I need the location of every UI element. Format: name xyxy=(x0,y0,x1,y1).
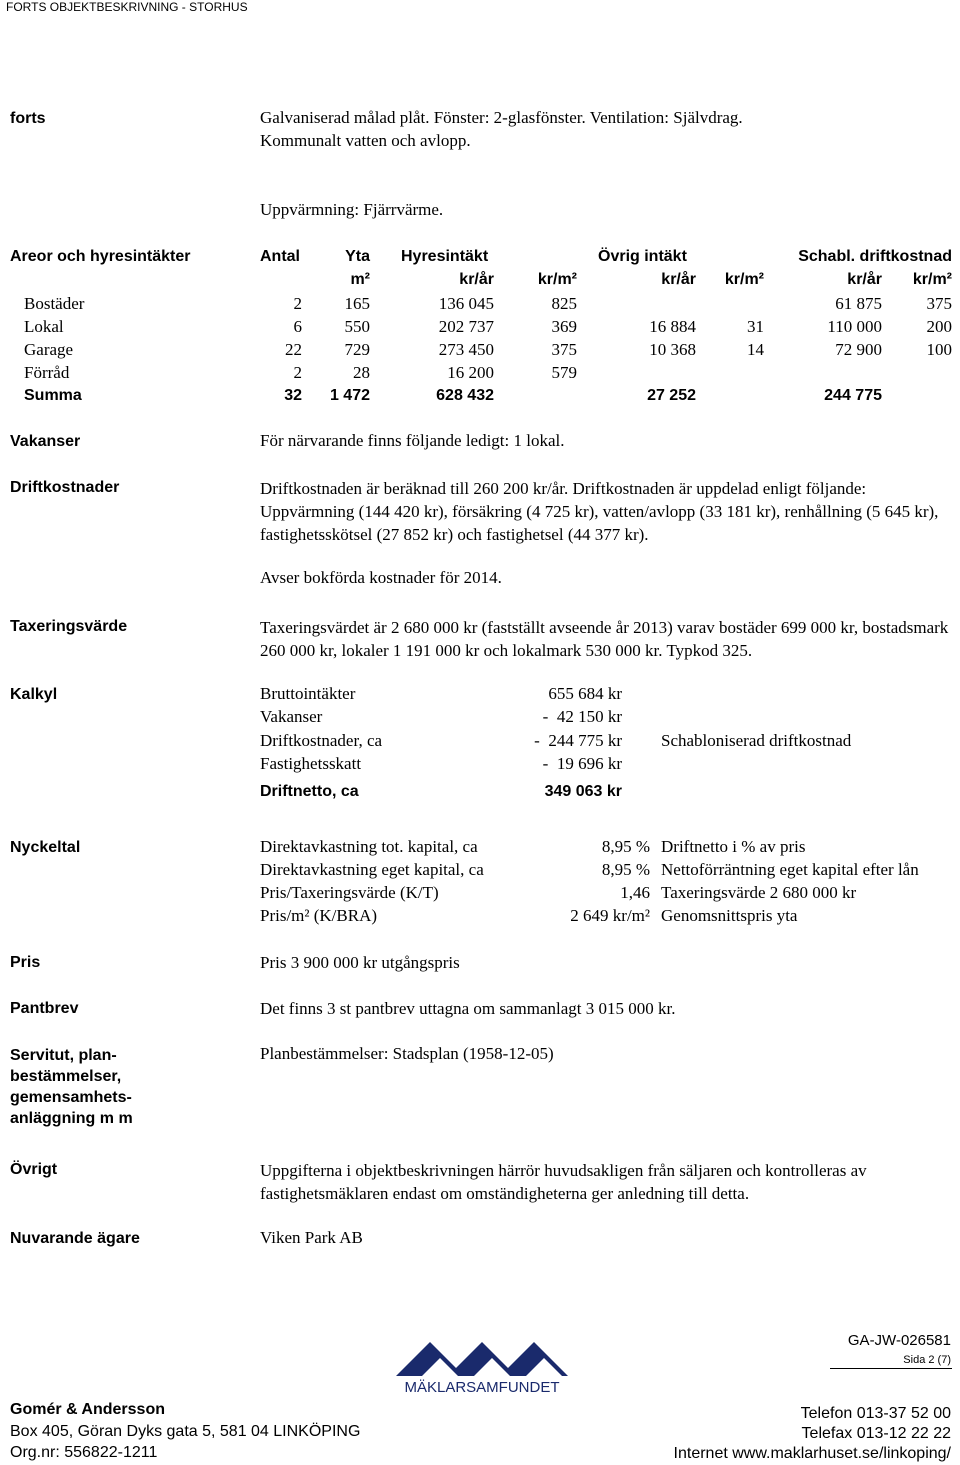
company-orgnr: Org.nr: 556822-1211 xyxy=(10,1444,158,1461)
table-cell: 202 737 xyxy=(438,317,494,336)
table-cell: 22 xyxy=(285,340,302,359)
nyckeltal-row-note: Nettoförräntning eget kapital efter lån xyxy=(661,860,919,879)
pris-text: Pris 3 900 000 kr utgångspris xyxy=(260,953,460,972)
table-summa-cell: 244 775 xyxy=(824,387,882,404)
kalkyl-row-name: Driftkostnader, ca xyxy=(260,731,383,750)
nyckeltal-row-value: 8,95 % xyxy=(601,860,650,879)
nyckeltal-row-value: 1,46 xyxy=(620,883,650,902)
table-cell: 72 900 xyxy=(835,340,882,359)
table-summa-cell: 1 472 xyxy=(329,387,370,404)
section-label-ovrigt: Övrigt xyxy=(10,1161,58,1178)
servitut-label-line: gemensamhets- xyxy=(10,1089,132,1106)
unit-header: kr/m² xyxy=(724,271,764,288)
nyckeltal-row-note: Driftnetto i % av pris xyxy=(661,837,806,856)
table-cell: 375 xyxy=(926,294,952,313)
taxeringsvarde-text: Taxeringsvärdet är 2 680 000 kr (fastställt avseende år 2013) varav bostäder 699 000 kr, bostadsmark 260 000 kr, lokaler 1 191 000 kr och lokalmark 530 000 kr. Typkod 325. xyxy=(260,618,949,660)
kalkyl-row-value: - 244 775 kr xyxy=(534,731,622,750)
table-cell: 2 xyxy=(293,294,302,313)
kalkyl-row-value: - 42 150 kr xyxy=(542,707,622,726)
document-reference: GA-JW-026581 xyxy=(847,1332,951,1349)
servitut-label-line: Servitut, plan- xyxy=(10,1047,117,1064)
company-name: Gomér & Andersson xyxy=(10,1401,165,1418)
table-cell: 550 xyxy=(344,317,370,336)
table-cell: 200 xyxy=(926,317,952,336)
footer-divider xyxy=(830,1368,952,1369)
section-label-servitut xyxy=(10,1045,133,1129)
table-cell: 2 xyxy=(293,363,302,382)
section-label-vakanser: Vakanser xyxy=(10,433,81,450)
col-header-antal: Antal xyxy=(260,248,300,265)
company-address: Box 405, Göran Dyks gata 5, 581 04 LINKÖPING xyxy=(10,1423,361,1440)
kalkyl-total-name: Driftnetto, ca xyxy=(260,783,359,800)
company-phone: Telefon 013-37 52 00 xyxy=(800,1405,951,1422)
agare-text: Viken Park AB xyxy=(260,1228,363,1247)
section-label-pris: Pris xyxy=(10,954,41,971)
table-cell: 136 045 xyxy=(438,294,494,313)
col-header-hyresintakt: Hyresintäkt xyxy=(401,248,489,265)
unit-header: m² xyxy=(350,271,370,288)
section-label-nyckeltal: Nyckeltal xyxy=(10,839,81,856)
driftkostnader-text: Driftkostnaden är beräknad till 260 200 kr/år. Driftkostnaden är uppdelad enligt följande: Uppvärmning (144 420 kr), försäkring (4 725 kr), vatten/avlopp (33 181 kr), renhållning (5 645 kr), fastighetsskötsel (27 852 kr) och fastighetsel (44 377 kr). xyxy=(260,479,939,544)
servitut-text: Planbestämmelser: Stadsplan (1958-12-05) xyxy=(260,1044,554,1063)
unit-header: kr/år xyxy=(459,271,494,288)
table-cell: 16 884 xyxy=(649,317,696,336)
kalkyl-row-name: Bruttointäkter xyxy=(260,684,356,703)
table-row-label: Garage xyxy=(24,340,74,359)
table-cell: 14 xyxy=(747,340,764,359)
col-header-schabl-driftkostnad: Schabl. driftkostnad xyxy=(798,248,952,265)
vakanser-text: För närvarande finns följande ledigt: 1 lokal. xyxy=(260,431,565,450)
servitut-label-line: bestämmelser, xyxy=(10,1068,122,1085)
nyckeltal-row-name: Direktavkastning eget kapital, ca xyxy=(260,860,484,879)
table-row-label: Förråd xyxy=(24,363,70,382)
kalkyl-total-value: 349 063 kr xyxy=(544,783,622,800)
table-cell: 6 xyxy=(293,317,302,336)
table-cell: 100 xyxy=(926,340,952,359)
table-cell: 375 xyxy=(551,340,577,359)
forts-line-3: Uppvärmning: Fjärrvärme. xyxy=(260,200,444,219)
nyckeltal-row-note: Genomsnittspris yta xyxy=(661,906,798,925)
section-label-areor: Areor och hyresintäkter xyxy=(10,248,191,265)
table-cell: 369 xyxy=(551,317,577,336)
ovrigt-text: Uppgifterna i objektbeskrivningen härrör huvudsakligen från säljaren och kontrolleras av fastighetsmäklaren endast om omständigheterna ger anledning till detta. xyxy=(260,1161,867,1203)
driftkostnader-note: Avser bokförda kostnader för 2014. xyxy=(260,568,502,587)
nyckeltal-row-name: Pris/m² (K/BRA) xyxy=(260,906,378,925)
nyckeltal-row-value: 8,95 % xyxy=(601,837,650,856)
unit-header: kr/år xyxy=(847,271,882,288)
section-label-pantbrev: Pantbrev xyxy=(10,1000,79,1017)
unit-header: kr/m² xyxy=(912,271,952,288)
table-cell: 31 xyxy=(747,317,764,336)
pantbrev-text: Det finns 3 st pantbrev uttagna om sammanlagt 3 015 000 kr. xyxy=(260,999,676,1018)
section-label-forts: forts xyxy=(10,110,46,127)
nyckeltal-row-name: Pris/Taxeringsvärde (K/T) xyxy=(260,883,439,902)
unit-header: kr/år xyxy=(661,271,696,288)
company-fax: Telefax 013-12 22 22 xyxy=(801,1425,951,1442)
nyckeltal-row-name: Direktavkastning tot. kapital, ca xyxy=(260,837,478,856)
logo-text: MÄKLARSAMFUNDET xyxy=(404,1379,560,1396)
table-summa-cell: 32 xyxy=(284,387,302,404)
kalkyl-row-name: Vakanser xyxy=(260,707,323,726)
table-summa-cell: 27 252 xyxy=(647,387,696,404)
table-cell: 110 000 xyxy=(827,317,882,336)
unit-header: kr/m² xyxy=(537,271,577,288)
page-number: Sida 2 (7) xyxy=(903,1354,951,1366)
table-cell: 16 200 xyxy=(447,363,494,382)
table-summa-label: Summa xyxy=(24,387,82,404)
section-label-driftkostnader: Driftkostnader xyxy=(10,479,120,496)
table-cell: 825 xyxy=(551,294,577,313)
table-row-label: Lokal xyxy=(24,317,64,336)
nyckeltal-row-note: Taxeringsvärde 2 680 000 kr xyxy=(661,883,857,902)
forts-line-1: Galvaniserad målad plåt. Fönster: 2-glasfönster. Ventilation: Självdrag. xyxy=(260,108,743,127)
table-summa-cell: 628 432 xyxy=(436,387,494,404)
kalkyl-row-note: Schabloniserad driftkostnad xyxy=(661,731,852,750)
table-cell: 579 xyxy=(551,363,577,382)
section-label-taxeringsvarde: Taxeringsvärde xyxy=(10,618,128,635)
table-row-label: Bostäder xyxy=(24,294,85,313)
col-header-ovrig-intakt: Övrig intäkt xyxy=(598,248,687,265)
table-cell: 10 368 xyxy=(649,340,696,359)
table-cell: 61 875 xyxy=(835,294,882,313)
forts-line-2: Kommunalt vatten och avlopp. xyxy=(260,131,471,150)
col-header-yta: Yta xyxy=(345,248,370,265)
servitut-label-line: anläggning m m xyxy=(10,1110,133,1127)
kalkyl-row-value: 655 684 kr xyxy=(548,684,622,703)
maklarsamfundet-logo xyxy=(396,1338,568,1396)
nyckeltal-row-value: 2 649 kr/m² xyxy=(570,906,650,925)
company-website-link[interactable]: Internet www.maklarhuset.se/linkoping/ xyxy=(673,1445,951,1462)
table-cell: 165 xyxy=(344,294,370,313)
kalkyl-row-value: - 19 696 kr xyxy=(542,754,622,773)
section-label-kalkyl: Kalkyl xyxy=(10,686,58,703)
table-cell: 273 450 xyxy=(438,340,494,359)
kalkyl-row-name: Fastighetsskatt xyxy=(260,754,362,773)
table-cell: 729 xyxy=(344,340,370,359)
section-label-nuvarande-agare: Nuvarande ägare xyxy=(10,1230,140,1247)
table-cell: 28 xyxy=(353,363,370,382)
page-header-title: FORTS OBJEKTBESKRIVNING - STORHUS xyxy=(6,0,248,14)
